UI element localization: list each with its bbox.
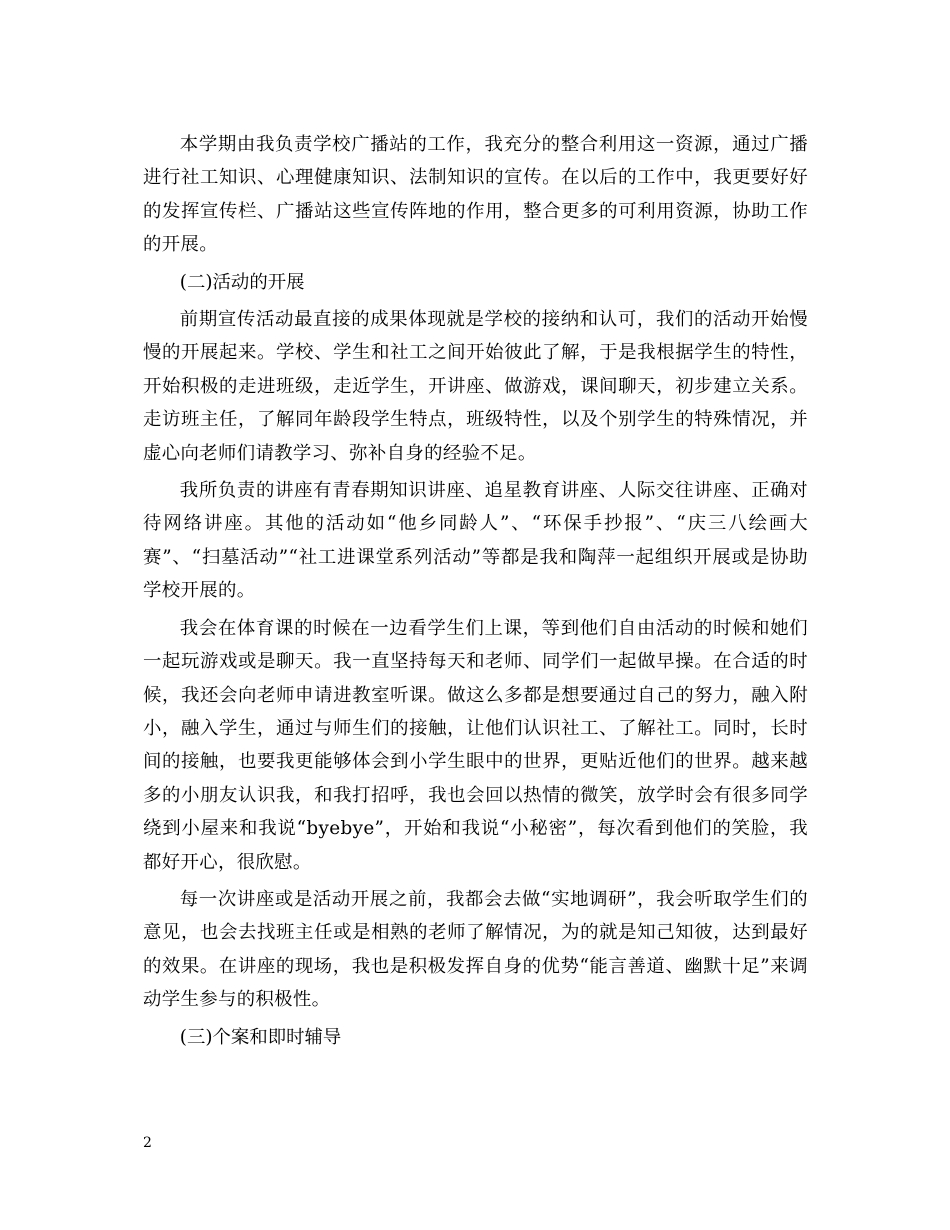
paragraph-broadcast-station: 本学期由我负责学校广播站的工作，我充分的整合利用这一资源，通过广播进行社工知识、心理健康知识、法制知识的宣传。在以后的工作中，我更要好好的发挥宣传栏、广播站这些宣传阵地的作用，整合更多的可利用资源，协助工作的开展。 bbox=[143, 134, 808, 256]
paragraph-lectures: 我所负责的讲座有青春期知识讲座、追星教育讲座、人际交往讲座、正确对待网络讲座。其他的活动如“他乡同龄人”、“环保手抄报”、“庆三八绘画大赛”、“扫墓活动”“社工进课堂系列活动”等都是我和陶萍一起组织开展或是协助学校开展的。 bbox=[143, 480, 808, 602]
section-heading-activities: (二)活动的开展 bbox=[179, 271, 305, 293]
paragraph-daily-interaction: 我会在体育课的时候在一边看学生们上课，等到他们自由活动的时候和她们一起玩游戏或是聊天。我一直坚持每天和老师、同学们一起做早操。在合适的时候，我还会向老师申请进教室听课。做这么多都是想要通过自己的努力，融入附小，融入学生，通过与师生们的接触，让他们认识社工、了解社工。同时，长时间的接触，也要我更能够体会到小学生眼中的世界，更贴近他们的世界。越来越多的小朋友认识我，和我打招呼，我也会回以热情的微笑，放学时会有很多同学绕到小屋来和我说“byebye”，开始和我说“小秘密”，每次看到他们的笑脸，我都好开心，很欣慰。 bbox=[143, 617, 808, 873]
section-heading-case-counseling: (三)个案和即时辅导 bbox=[179, 1026, 342, 1048]
page-number: 2 bbox=[143, 1135, 152, 1151]
document-body bbox=[143, 128, 808, 1054]
paragraph-field-research: 每一次讲座或是活动开展之前，我都会去做“实地调研”，我会听取学生们的意见，也会去找班主任或是相熟的老师了解情况，为的就是知己知彼，达到最好的效果。在讲座的现场，我也是积极发挥自身的优势“能言善道、幽默十足”来调动学生参与的积极性。 bbox=[143, 888, 808, 1011]
paragraph-activity-development: 前期宣传活动最直接的成果体现就是学校的接纳和认可，我们的活动开始慢慢的开展起来。学校、学生和社工之间开始彼此了解，于是我根据学生的特性，开始积极的走进班级，走近学生，开讲座、做游戏，课间聊天，初步建立关系。走访班主任，了解同年龄段学生特点，班级特性，以及个别学生的特殊情况，并虚心向老师们请教学习、弥补自身的经验不足。 bbox=[143, 309, 808, 464]
